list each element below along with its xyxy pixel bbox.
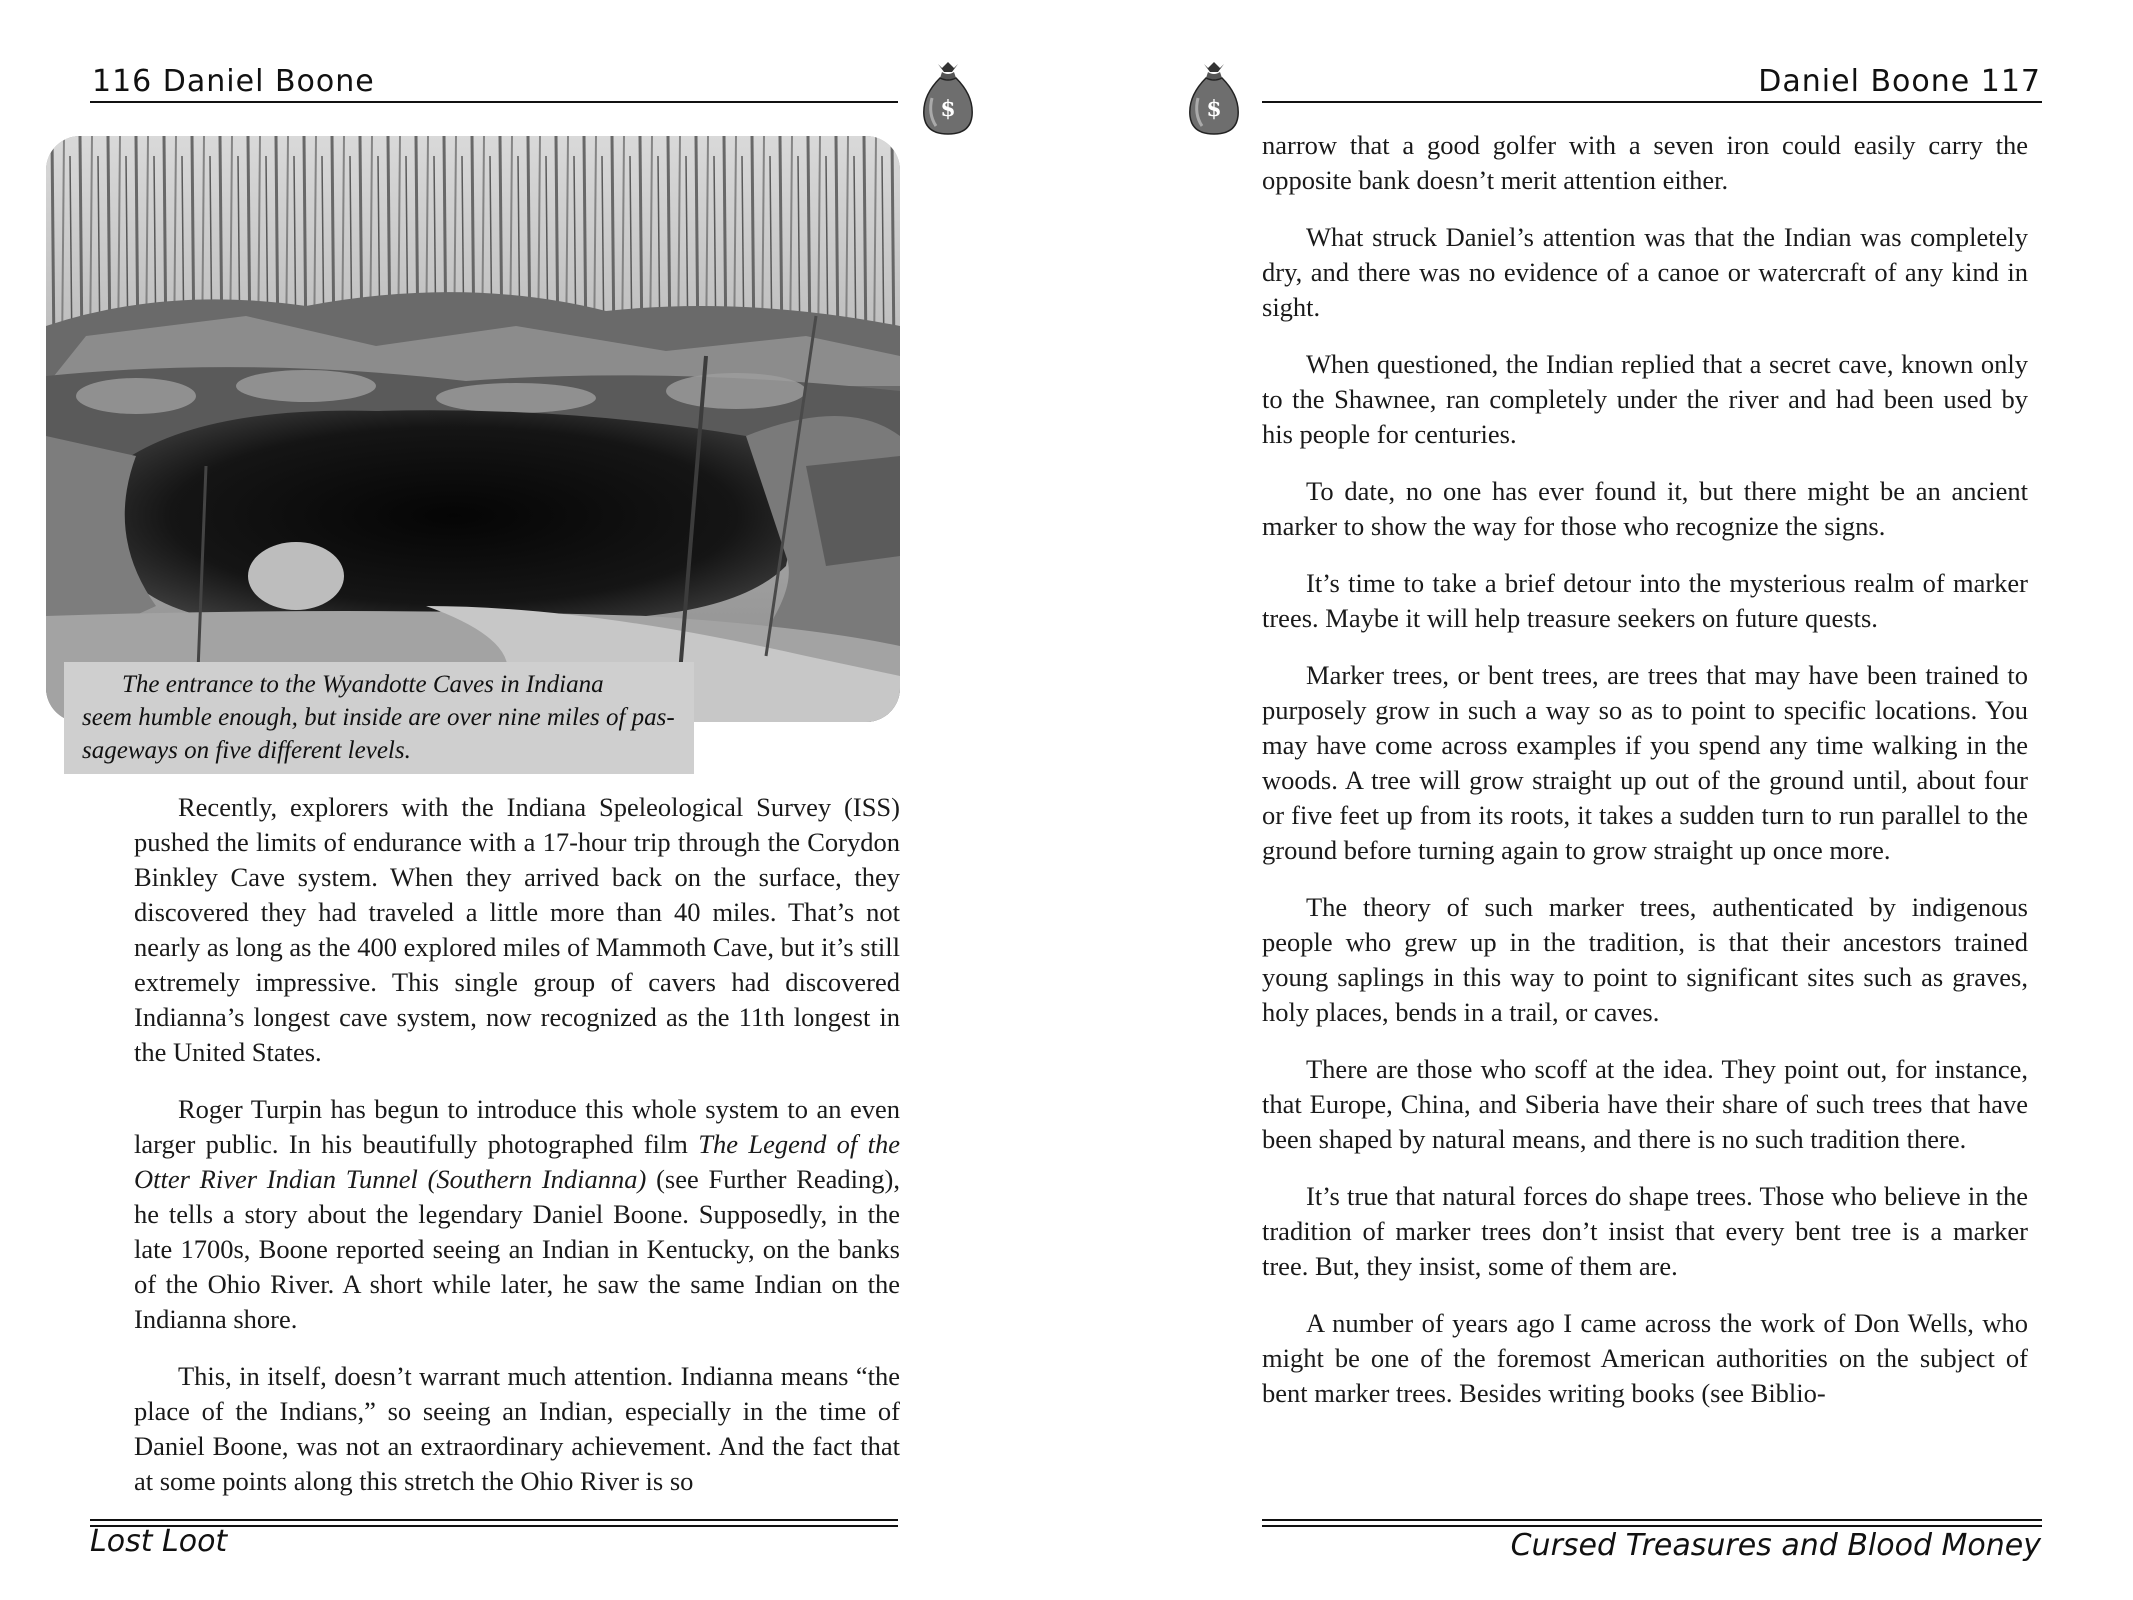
paragraph: Recently, explorers with the Indiana Speleological Survey (ISS) pushed the limits of endurance with a 17-hour trip through the Corydon Binkley Cave system. When they arrived back on the surface, they discovered they had traveled a little more than 40 miles. That’s not nearly as long as the 400 explored miles of Mammoth Cave, but it’s still extremely impressive. This single group of cavers had discovered Indianna’s longest cave system, now recognized as the 11th longest in the United States. — [134, 792, 900, 1067]
paragraph: When questioned, the Indian replied that a secret cave, known only to the Shawnee, ran completely under the river and had been used by his people for centuries. — [1262, 349, 2028, 449]
paragraph: To date, no one has ever found it, but there might be an ancient marker to show the way for those who recognize the signs. — [1262, 476, 2028, 541]
svg-text:$: $ — [1206, 96, 1222, 122]
money-bag-icon — [918, 58, 978, 138]
cave-entrance-photo — [46, 136, 900, 722]
left-page-header: 116 Daniel Boone — [92, 64, 375, 99]
paragraph: narrow that a good golfer with a seven iron could easily carry the opposite bank doesn’t merit attention either. — [1262, 130, 2028, 195]
paragraph: There are those who scoff at the idea. They point out, for instance, that Europe, China, and Siberia have their share of such trees that have been shaped by natural means, and there is no such tradition there. — [1262, 1054, 2028, 1154]
paragraph: A number of years ago I came across the work of Don Wells, who might be one of the foremost American authorities on the subject of bent marker trees. Besides writing books (see Biblio- — [1262, 1308, 2028, 1408]
paragraph: Marker trees, or bent trees, are trees that may have been trained to purposely grow in such a way so as to point to specific locations. You may have come across examples if you spend any time walking in the woods. A tree will grow straight up out of the ground until, about four or five feet up from its roots, it takes a sudden turn to run parallel to the ground before turning again to grow straight up once more. — [1262, 660, 2028, 865]
right-footer-rule — [1262, 1519, 2042, 1521]
left-page — [0, 0, 1066, 1600]
left-page-body — [134, 790, 900, 1521]
svg-text:$: $ — [940, 96, 956, 122]
photo-caption — [64, 662, 694, 774]
film-title: The Legend of the Otter River Indian Tunnel (Southern Indianna) — [134, 1129, 901, 1194]
right-page — [1066, 0, 2133, 1600]
paragraph: It’s time to take a brief detour into the mysterious realm of marker trees. Maybe it will help treasure seekers on future quests. — [1262, 568, 2028, 633]
left-header-rule — [90, 101, 898, 103]
left-footer-rule — [90, 1519, 898, 1521]
right-page-footer: Cursed Treasures and Blood Money — [1510, 1528, 2041, 1563]
right-page-body — [1262, 128, 2028, 1433]
caption-line-3: sageways on five different levels. — [82, 737, 411, 764]
right-page-header: Daniel Boone 117 — [1758, 64, 2041, 99]
paragraph: What struck Daniel’s attention was that the Indian was completely dry, and there was no evidence of a canoe or watercraft of any kind in sight. — [1262, 222, 2028, 322]
paragraph: This, in itself, doesn’t warrant much attention. Indianna means “the place of the Indians,” so seeing an Indian, especially in the time of Daniel Boone, was not an extraordinary achievement. And the fact that at some points along this stretch the Ohio River is so — [134, 1361, 900, 1496]
paragraph: Roger Turpin has begun to introduce this whole system to an even larger public. In his beautifully photographed film The Legend of the Otter River Indian Tunnel (Southern Indianna) (see Further Reading), he tells a story about the legendary Daniel Boone. Supposedly, in the late 1700s, Boone reported seeing an Indian in Kentucky, on the banks of the Ohio River. A short while later, he saw the same Indian on the Indianna shore. — [134, 1094, 901, 1334]
caption-line-1: The entrance to the Wyandotte Caves in Indiana — [122, 671, 604, 698]
paragraph: It’s true that natural forces do shape trees. Those who believe in the tradition of marker trees don’t insist that every bent tree is a marker tree. But, they insist, some of them are. — [1262, 1181, 2028, 1281]
left-page-footer: Lost Loot — [90, 1524, 228, 1559]
money-bag-icon — [1184, 58, 1244, 138]
right-header-rule — [1262, 101, 2042, 103]
caption-line-2: seem humble enough, but inside are over nine miles of pas- — [82, 704, 675, 731]
paragraph: The theory of such marker trees, authenticated by indigenous people who grew up in the tradition, is that their ancestors trained young saplings in this way to point to significant sites such as graves, holy places, bends in a trail, or caves. — [1262, 892, 2028, 1027]
